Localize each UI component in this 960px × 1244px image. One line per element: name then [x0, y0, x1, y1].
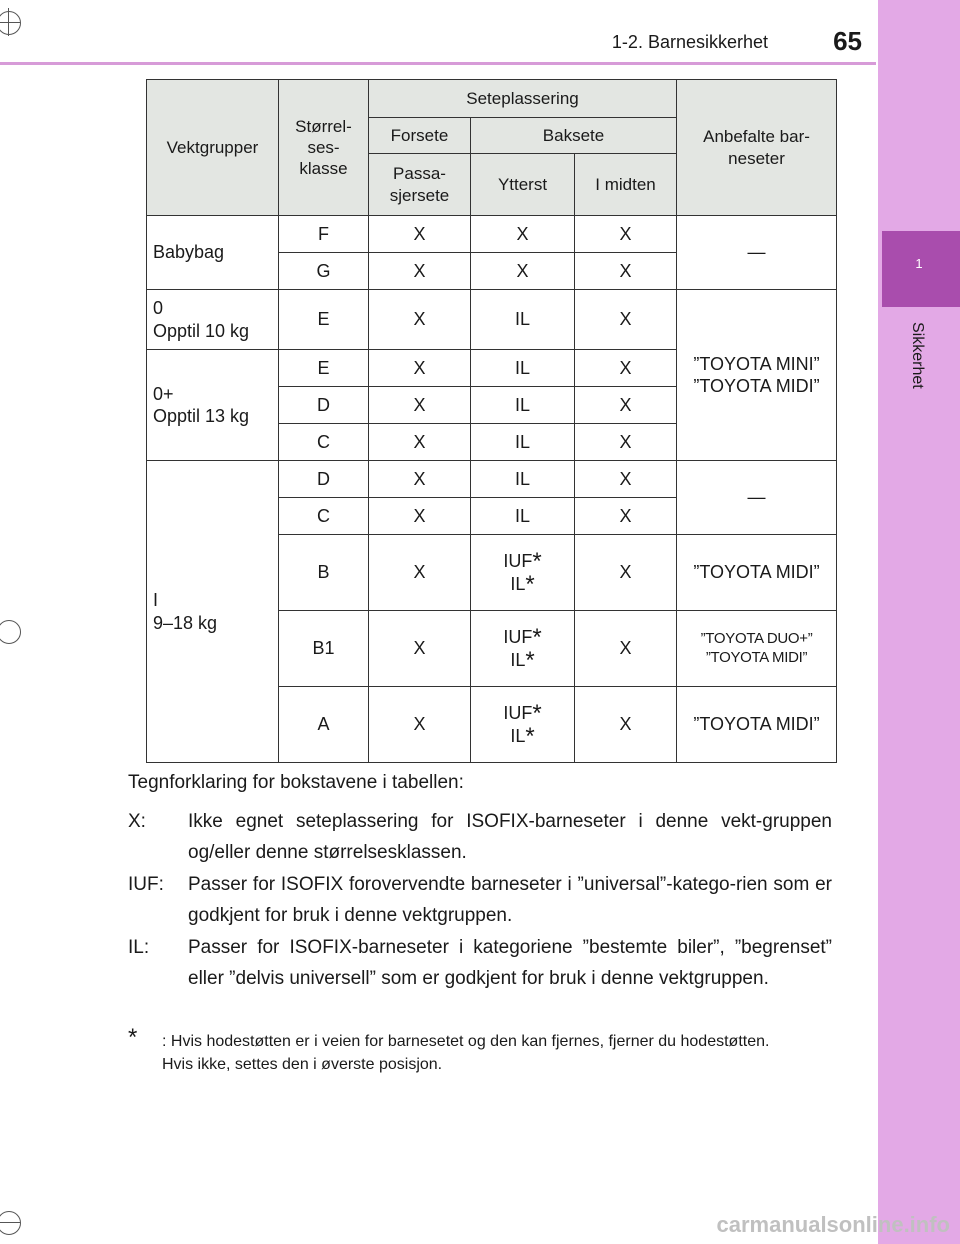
- asterisk: *: [525, 646, 535, 674]
- cell: X: [575, 498, 677, 535]
- iuf-label: IUF: [503, 703, 533, 723]
- il-label: IL: [510, 649, 526, 670]
- recommended-cell: ”TOYOTA MIDI”: [677, 535, 837, 611]
- page-header: [0, 20, 876, 60]
- size-cell: B: [279, 535, 369, 611]
- cell: X: [369, 290, 471, 350]
- header-passenger: Passa- sjersete: [369, 154, 471, 216]
- cell: IL: [471, 290, 575, 350]
- weight-cell: Babybag: [147, 216, 279, 290]
- isofix-table: [146, 79, 837, 763]
- weight-cell: 0+ Opptil 13 kg: [147, 350, 279, 461]
- watermark: carmanualsonline.info: [716, 1212, 950, 1237]
- il-label: IL: [510, 725, 526, 746]
- cell: X: [575, 350, 677, 387]
- cell: X: [575, 253, 677, 290]
- weight-cell: 0 Opptil 10 kg: [147, 290, 279, 350]
- size-cell: A: [279, 687, 369, 763]
- legend-item-x: [128, 806, 832, 868]
- header-rear: Baksete: [471, 118, 677, 154]
- cell: X: [575, 687, 677, 763]
- chapter-label: Sikkerhet: [909, 322, 926, 389]
- legend-text: Passer for ISOFIX-barneseter i kategoriene ”bestemte biler”, ”begrenset” eller ”delvis universell” som er godkjent for bruk i denne vektgruppen.: [188, 937, 832, 989]
- table-row: [147, 290, 837, 350]
- recommended-cell: ”TOYOTA MINI” ”TOYOTA MIDI”: [677, 290, 837, 461]
- asterisk: *: [525, 722, 535, 750]
- size-cell: C: [279, 424, 369, 461]
- recommended-cell: ”TOYOTA DUO+” ”TOYOTA MIDI”: [677, 611, 837, 687]
- header-weight: Vektgrupper: [147, 80, 279, 216]
- cell: IL: [471, 387, 575, 424]
- asterisk: *: [532, 624, 542, 651]
- header-placement: Seteplassering: [369, 80, 677, 118]
- cell: [471, 535, 575, 611]
- footnote-text: : Hvis hodestøtten er i veien for barnesetet og den kan fjernes, fjerner du hodestøtten.: [162, 1033, 770, 1050]
- recommended-cell: —: [677, 216, 837, 290]
- size-cell: B1: [279, 611, 369, 687]
- cell: X: [471, 216, 575, 253]
- cell: X: [575, 290, 677, 350]
- legend-key: X:: [128, 811, 146, 832]
- cell: X: [575, 535, 677, 611]
- header-middle: I midten: [575, 154, 677, 216]
- header-outer: Ytterst: [471, 154, 575, 216]
- recommended-cell: ”TOYOTA MIDI”: [677, 687, 837, 763]
- cell: X: [369, 350, 471, 387]
- asterisk: *: [525, 570, 535, 598]
- cell: X: [369, 498, 471, 535]
- legend-title: Tegnforklaring for bokstavene i tabellen:: [128, 772, 464, 793]
- legend-key: IUF:: [128, 874, 164, 895]
- section-title: 1-2. Barnesikkerhet: [611, 32, 768, 52]
- asterisk: *: [532, 548, 542, 575]
- footnote-star: *: [128, 1024, 138, 1051]
- cell: X: [369, 535, 471, 611]
- cell: X: [575, 461, 677, 498]
- legend-key: IL:: [128, 937, 150, 958]
- cell: X: [471, 253, 575, 290]
- header-front: Forsete: [369, 118, 471, 154]
- table-row: [147, 461, 837, 498]
- recommended-cell: —: [677, 461, 837, 535]
- iuf-label: IUF: [503, 551, 533, 571]
- crop-mark: [0, 620, 21, 644]
- size-cell: C: [279, 498, 369, 535]
- cell: IL: [471, 498, 575, 535]
- legend-item-il: [128, 932, 832, 994]
- footnote-text-2: Hvis ikke, settes den i øverste posisjon.: [162, 1056, 443, 1073]
- size-cell: E: [279, 290, 369, 350]
- cell: [471, 687, 575, 763]
- table-row: [147, 216, 837, 253]
- cell: [471, 611, 575, 687]
- cell: X: [369, 253, 471, 290]
- cell: X: [369, 611, 471, 687]
- legend-text: Ikke egnet seteplassering for ISOFIX-barneseter i denne vekt-gruppen og/eller denne størrelsesklassen.: [188, 811, 832, 863]
- il-label: IL: [510, 573, 526, 594]
- cell: X: [369, 461, 471, 498]
- cell: IL: [471, 350, 575, 387]
- cell: X: [369, 424, 471, 461]
- chapter-sidebar: [878, 0, 960, 1244]
- page-number: 65: [833, 26, 862, 56]
- chapter-number: 1: [915, 256, 923, 271]
- cell: X: [575, 424, 677, 461]
- header-recommended: Anbefalte bar- neseter: [677, 80, 837, 216]
- weight-cell: I 9–18 kg: [147, 461, 279, 763]
- cell: X: [369, 387, 471, 424]
- footnote: [128, 1024, 832, 1076]
- cell: X: [369, 216, 471, 253]
- size-cell: F: [279, 216, 369, 253]
- cell: X: [575, 611, 677, 687]
- size-cell: E: [279, 350, 369, 387]
- crop-mark: [0, 1211, 21, 1235]
- legend-text: Passer for ISOFIX forovervendte barneseter i ”universal”-katego-rien som er godkjent for bruk i denne vektgruppen.: [188, 874, 832, 926]
- cell: X: [575, 216, 677, 253]
- legend-item-iuf: [128, 869, 832, 931]
- size-cell: D: [279, 387, 369, 424]
- cell: IL: [471, 461, 575, 498]
- iuf-label: IUF: [503, 627, 533, 647]
- cell: X: [575, 387, 677, 424]
- cell: X: [369, 687, 471, 763]
- header-size: Størrel- ses- klasse: [279, 80, 369, 216]
- size-cell: D: [279, 461, 369, 498]
- cell: IL: [471, 424, 575, 461]
- header-divider: [0, 62, 876, 65]
- size-cell: G: [279, 253, 369, 290]
- asterisk: *: [532, 700, 542, 727]
